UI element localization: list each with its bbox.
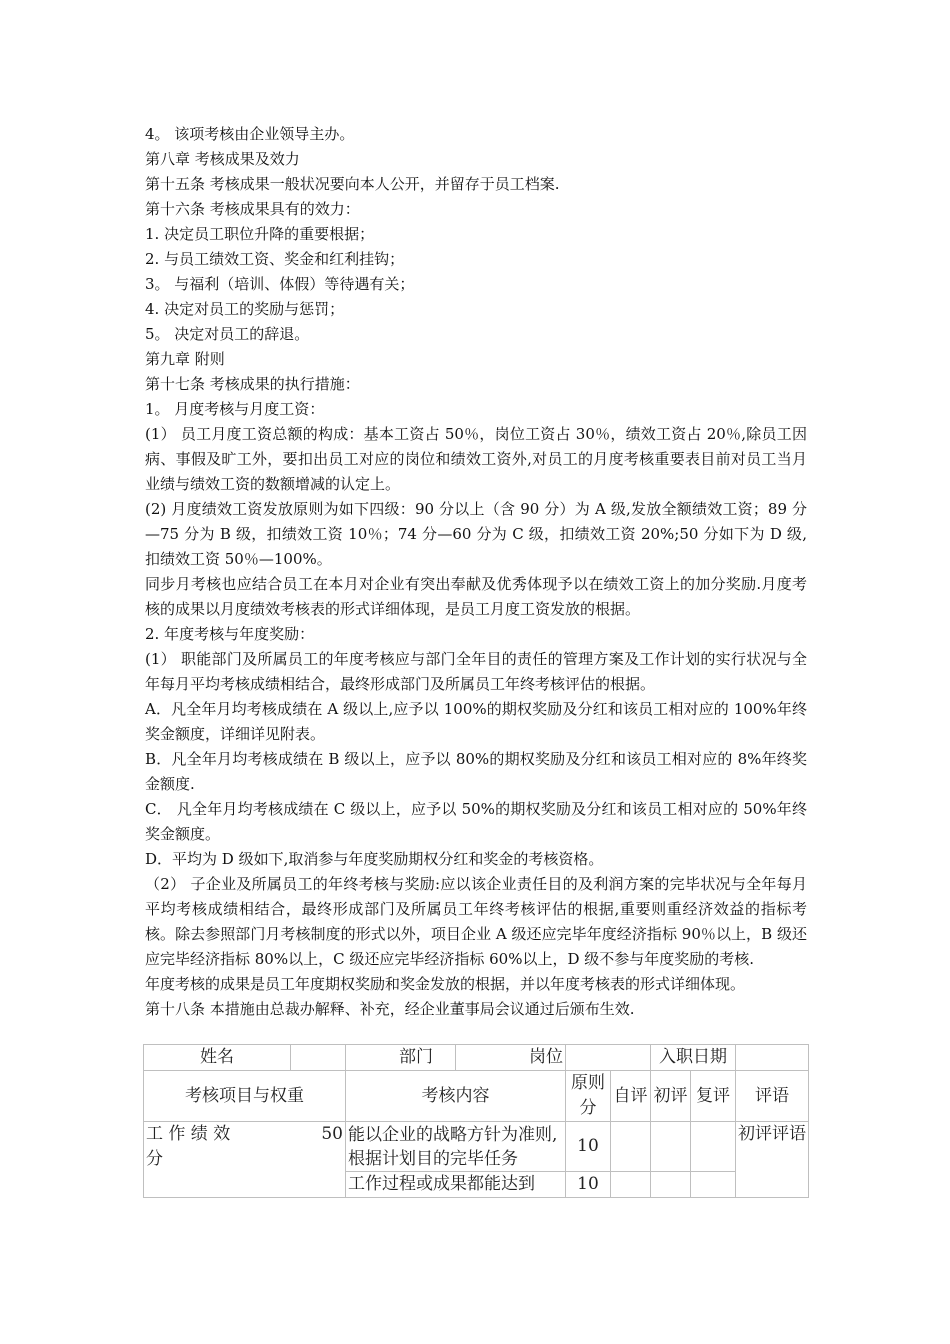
entry-date-value-cell[interactable] [736,1045,809,1071]
paragraph: C． 凡全年月均考核成绩在 C 级以上，应予以 50%的期权奖励及分红和该员工相对应的 50%年终奖金额度。 [145,800,807,843]
article-line: 第十五条 考核成果一般状况要向本人公开，并留存于员工档案. [145,175,560,193]
header-standard-score: 原则分 [566,1071,611,1122]
paragraph: (1） 员工月度工资总额的构成：基本工资占 50％，岗位工资占 30％，绩效工资占 20％,除员工因病、事假及旷工外，要扣出员工对应的岗位和绩效工资外,对员工的月度考核重要表目前对员工当月业绩与绩效工资的数额增减的认定上。 [145,425,807,493]
list-item: 2. 与员工绩效工资、奖金和红利挂钩； [145,250,405,268]
list-item: 1。 月度考核与月度工资： [145,400,325,418]
standard-score-cell: 10 [566,1122,611,1172]
self-eval-cell[interactable] [611,1122,651,1172]
header-item-weight: 考核项目与权重 [144,1071,346,1122]
header-first-eval: 初评 [651,1071,691,1122]
chapter-heading: 第九章 附则 [145,350,225,368]
paragraph: D．平均为 D 级如下,取消参与年度奖励期权分红和奖金的考核资格。 [145,850,604,868]
assessment-form-table [143,1044,809,1198]
name-value-cell[interactable] [291,1045,346,1071]
chapter-heading: 第八章 考核成果及效力 [145,150,300,168]
list-item: 4. 决定对员工的奖励与惩罚； [145,300,345,318]
header-content: 考核内容 [346,1071,566,1122]
header-comment: 评语 [736,1071,809,1122]
content-cell: 工作过程或成果都能达到 [346,1172,566,1198]
post-label-cell: 岗位 [456,1045,566,1071]
item-weight: 50 [321,1124,343,1144]
comment-cell: 初评评语 [736,1122,809,1198]
item-work-performance-cell [144,1122,346,1198]
first-eval-cell[interactable] [651,1122,691,1172]
paragraph: （2） 子企业及所属员工的年终考核与奖励:应以该企业责任目的及利润方案的完毕状况与全年每月平均考核成绩相结合，最终形成部门及所属员工年终考核评估的根据,重要则重经济效益的指标考核。除去参照部门月考核制度的形式以外，项目企业 A 级还应完毕年度经济指标 90％以上，B 级还应完毕经济指标 80%以上，C 级还应完毕经济指标 60%以上，D 级不参与年度奖励的考核. [145,875,807,968]
paragraph: (2) 月度绩效工资发放原则为如下四级：90 分以上（含 90 分）为 A 级,发放全额绩效工资；89 分—75 分为 B 级，扣绩效工资 10％；74 分—60 分为 C 级，扣绩效工资 20%;50 分如下为 D 级,扣绩效工资 50％—100%。 [145,500,807,568]
paragraph: 同步月考核也应结合员工在本月对企业有突出奉献及优秀体现予以在绩效工资上的加分奖励.月度考核的成果以月度绩效考核表的形式详细体现，是员工月度工资发放的根据。 [145,575,807,618]
name-label-cell: 姓名 [144,1045,291,1071]
paragraph: 第十八条 本措施由总裁办解释、补充，经企业董事局会议通过后颁布生效. [145,1000,635,1018]
list-item: 5。 决定对员工的辞退。 [145,325,310,343]
re-eval-cell[interactable] [691,1122,736,1172]
standard-score-cell: 10 [566,1172,611,1198]
item-weight-unit: 分 [146,1149,163,1169]
article-line: 第十六条 考核成果具有的效力： [145,200,360,218]
content-cell: 能以企业的战略方针为准则,根据计划目的完毕任务 [346,1122,566,1172]
paragraph: 2. 年度考核与年度奖励： [145,625,315,643]
re-eval-cell[interactable] [691,1172,736,1198]
self-eval-cell[interactable] [611,1172,651,1198]
dept-label-cell: 部门 [346,1045,456,1071]
header-self-eval: 自评 [611,1071,651,1122]
entry-date-label-cell: 入职日期 [651,1045,736,1071]
article-line: 第十七条 考核成果的执行措施： [145,375,360,393]
document-body [145,122,807,1022]
list-item: 3。 与福利（培训、体假）等待遇有关； [145,275,415,293]
paragraph: A．凡全年月均考核成绩在 A 级以上,应予以 100%的期权奖励及分红和该员工相对应的 100%年终奖金额度，详细详见附表。 [145,700,807,743]
item-name: 工 作 绩 效 [146,1124,231,1144]
post-value-cell[interactable] [566,1045,651,1071]
text-line: 4。 该项考核由企业领导主办。 [145,125,355,143]
list-item: 1. 决定员工职位升降的重要根据； [145,225,375,243]
paragraph: 年度考核的成果是员工年度期权奖励和奖金发放的根据，并以年度考核表的形式详细体现。 [145,975,746,993]
first-eval-cell[interactable] [651,1172,691,1198]
paragraph: B．凡全年月均考核成绩在 B 级以上，应予以 80%的期权奖励及分红和该员工相对应的 8%年终奖金额度. [145,750,807,793]
paragraph: (1） 职能部门及所属员工的年度考核应与部门全年目的责任的管理方案及工作计划的实行状况与全年每月平均考核成绩相结合，最终形成部门及所属员工年终考核评估的根据。 [145,650,807,693]
header-re-eval: 复评 [691,1071,736,1122]
